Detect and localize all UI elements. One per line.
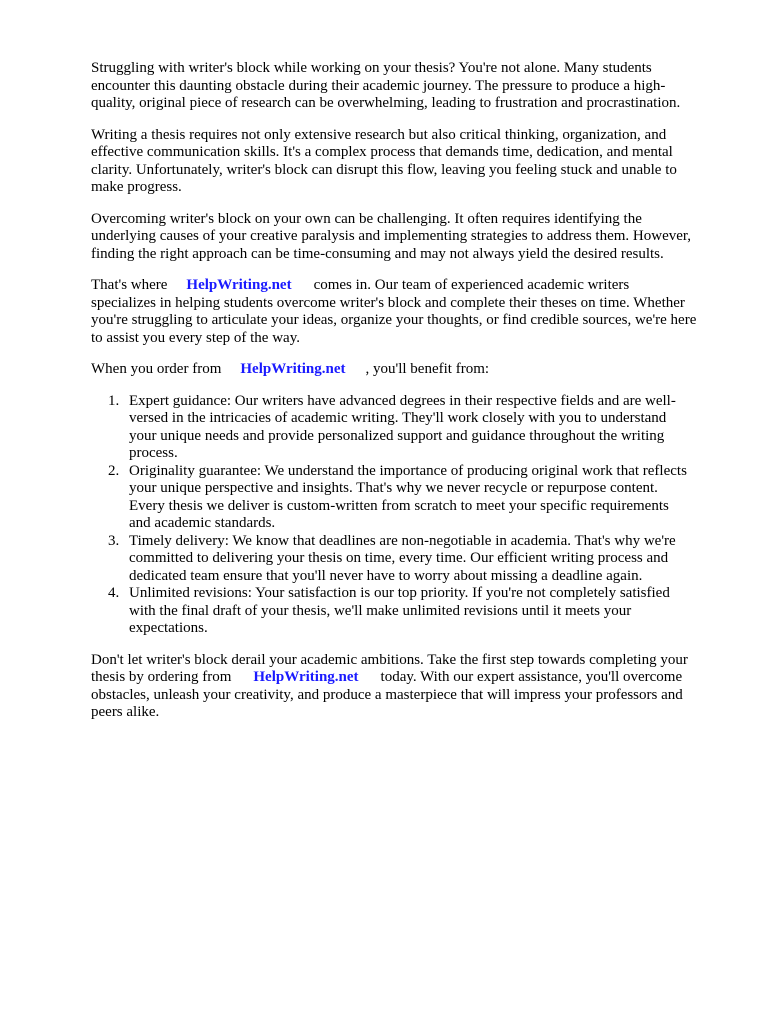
list-item-number: 2. <box>108 462 120 479</box>
list-item <box>91 585 731 638</box>
list-item-number: 4. <box>108 585 120 601</box>
list-item-number: 3. <box>108 532 120 549</box>
list-item-text: Unlimited revisions: Your satisfaction is our top priority. If you're not completely satisfied with the final draft of your thesis, we'll make unlimited revisions until it meets your expectations. <box>129 585 670 636</box>
paragraph-closing-rest: obstacles, unleash your creativity, and produce a masterpiece that will impress your professors and peers alike. <box>91 686 683 720</box>
paragraph-thesis-requirements: Writing a thesis requires not only extensive research but also critical thinking, organization, and effective communication skills. It's a complex process that demands time, dedication, and mental clarity. Unfortunately, writer's block can disrupt this flow, leaving you feeling stuck and unable to make progress. <box>91 126 677 195</box>
list-item-number: 1. <box>108 392 120 409</box>
paragraph-when-you-order-tail: , you'll benefit from: <box>365 361 490 377</box>
helpwriting-link-2[interactable]: HelpWriting.net <box>240 361 346 377</box>
benefits-list <box>91 393 731 638</box>
paragraph-closing-lead: Don't let writer's block derail your academic ambitions. Take the first step towards completing your thesis by ordering from <box>91 651 688 685</box>
paragraph-when-you-order-lead: When you order from <box>91 361 222 377</box>
paragraph-when-you-order <box>91 361 731 379</box>
list-item <box>91 463 731 533</box>
list-item-text: Timely delivery: We know that deadlines are non-negotiable in academia. That's why we're committed to delivering your thesis on time, every time. Our efficient writing process and dedicated team ensure that you'll never have to worry about missing a deadline again. <box>129 532 676 584</box>
list-item-text: Originality guarantee: We understand the importance of producing original work that reflects your unique perspective and insights. That's why we never recycle or repurpose content. Every thesis we deliver is custom-written from scratch to meet your specific requirements and academic standards. <box>129 462 687 531</box>
document-page <box>91 60 731 736</box>
paragraph-closing <box>91 652 731 722</box>
paragraph-closing-tail: today. With our expert assistance, you'll overcome <box>380 669 683 685</box>
list-item <box>91 393 731 463</box>
paragraph-overcoming-block: Overcoming writer's block on your own can be challenging. It often requires identifying the underlying causes of your creative paralysis and implementing strategies to address them. However, finding the right approach can be time-consuming and may not always yield the desired results. <box>91 210 692 262</box>
paragraph-thats-where <box>91 277 731 347</box>
helpwriting-link-1[interactable]: HelpWriting.net <box>186 277 292 293</box>
paragraph-thats-where-rest: specializes in helping students overcome writer's block and complete their theses on time. Whether you're struggling to articulate your ideas, organize your thoughts, or find credible sources, we're here to assist you every step of the way. <box>91 294 697 346</box>
paragraph-thats-where-tail: comes in. Our team of experienced academic writers <box>313 277 630 293</box>
list-item <box>91 533 731 586</box>
list-item-text: Expert guidance: Our writers have advanced degrees in their respective fields and are well- versed in the intricacies of academic writing. They'll work closely with you to understand your unique needs and provide personalized support and guidance throughout the writing process. <box>129 392 676 461</box>
helpwriting-link-3[interactable]: HelpWriting.net <box>253 669 359 685</box>
paragraph-intro: Struggling with writer's block while working on your thesis? You're not alone. Many students encounter this daunting obstacle during their academic journey. The pressure to produce a high- quality, original piece of research can be overwhelming, leading to frustration and procrastination. <box>91 60 681 111</box>
paragraph-thats-where-lead: That's where <box>91 277 168 293</box>
